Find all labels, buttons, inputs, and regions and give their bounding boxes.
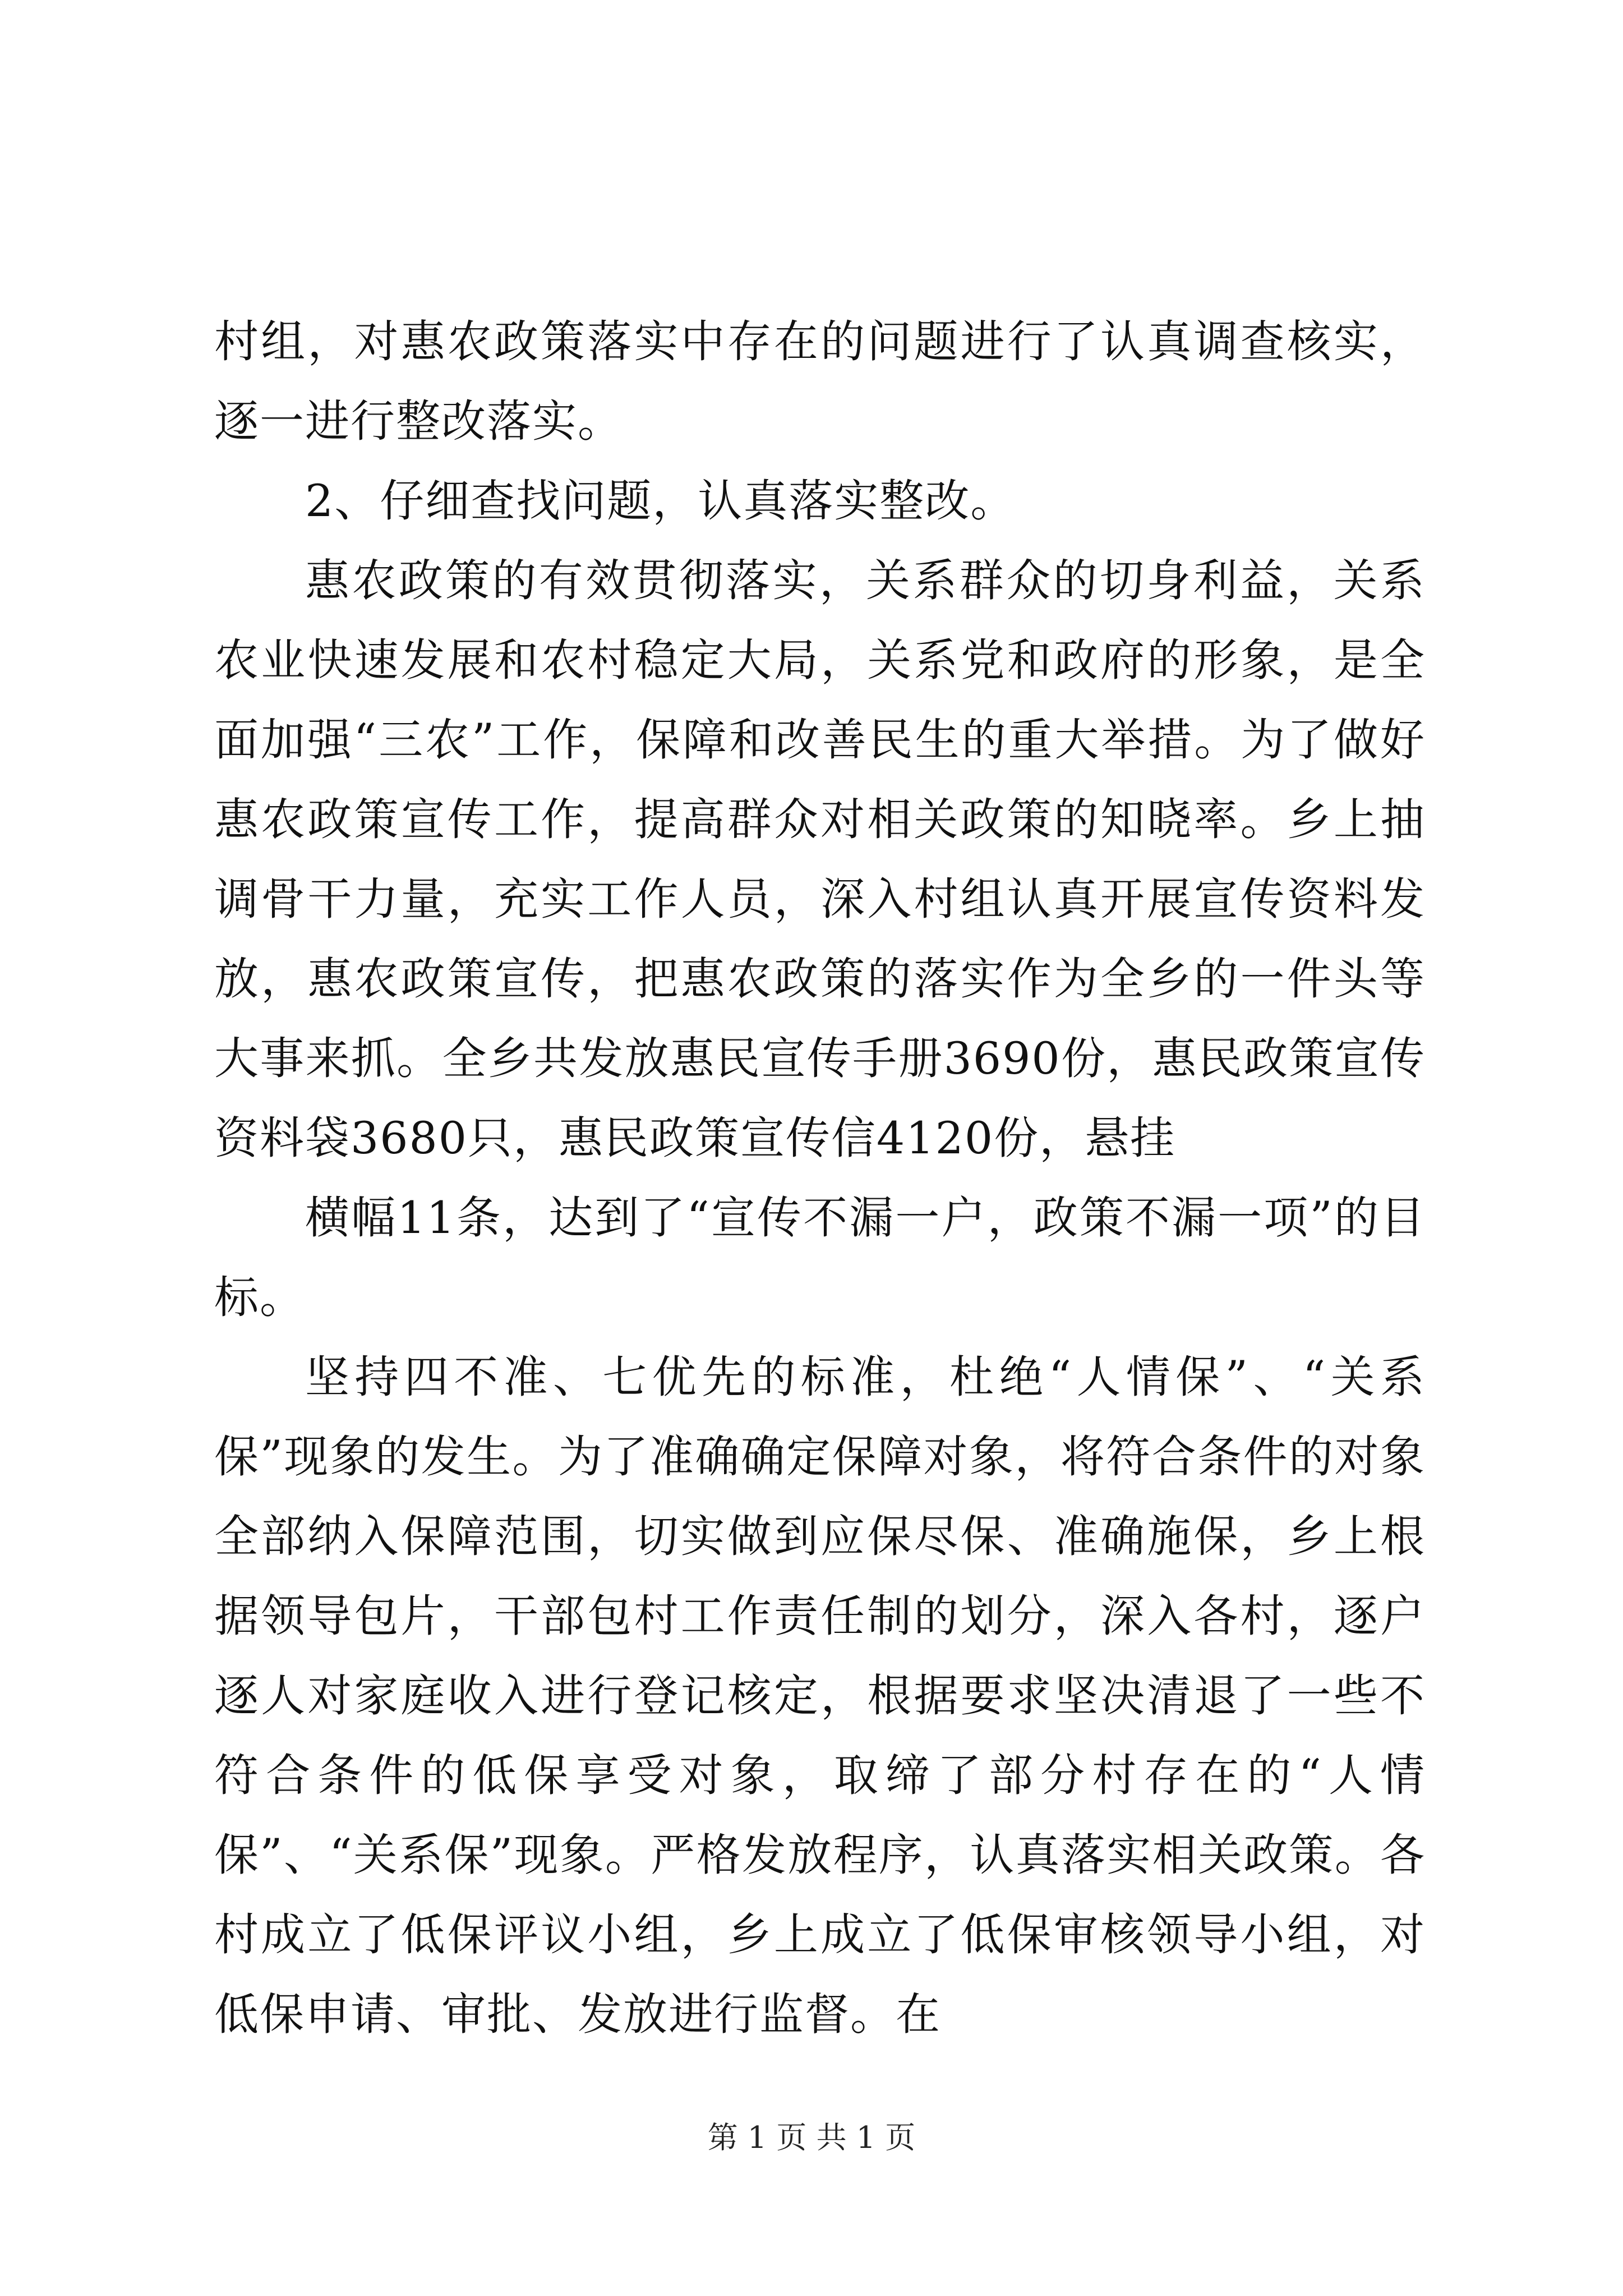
section-heading: 2、仔细查找问题，认真落实整改。 bbox=[305, 475, 1016, 527]
document-body bbox=[214, 302, 1426, 2054]
page-number-footer: 第 1 页 共 1 页 bbox=[707, 2120, 916, 2155]
paragraph-banners: 横幅11条，达到了“宣传不漏一户，政策不漏一项”的目标。 bbox=[214, 1192, 1426, 1323]
paragraph-subsistence-allowance: 坚持四不准、七优先的标准，杜绝“人情保”、“关系保”现象的发生。为了准确确定保障对象，将符合条件的对象全部纳入保障范围，切实做到应保尽保、准确施保，乡上根据领导包片，干部包村工作责任制的划分，深入各村，逐户逐人对家庭收入进行登记核定，根据要求坚决清退了一些不符合条件的低保享受对象，取缔了部分村存在的“人情保”、“关系保”现象。严格发放程序，认真落实相关政策。各村成立了低保评议小组，乡上成立了低保审核领导小组，对低保申请、审批、发放进行监督。在 bbox=[214, 1351, 1426, 2040]
paragraph-policy-publicity: 惠农政策的有效贯彻落实，关系群众的切身利益，关系农业快速发展和农村稳定大局，关系党和政府的形象，是全面加强“三农”工作，保障和改善民生的重大举措。为了做好惠农政策宣传工作，提高群众对相关政策的知晓率。乡上抽调骨干力量，充实工作人员，深入村组认真开展宣传资料发放，惠农政策宣传，把惠农政策的落实作为全乡的一件头等大事来抓。全乡共发放惠民宣传手册3690份，惠民政策宣传资料袋3680只，惠民政策宣传信4120份，悬挂 bbox=[214, 555, 1426, 1164]
paragraph-continuation: 村组，对惠农政策落实中存在的问题进行了认真调查核实，逐一进行整改落实。 bbox=[214, 316, 1426, 447]
